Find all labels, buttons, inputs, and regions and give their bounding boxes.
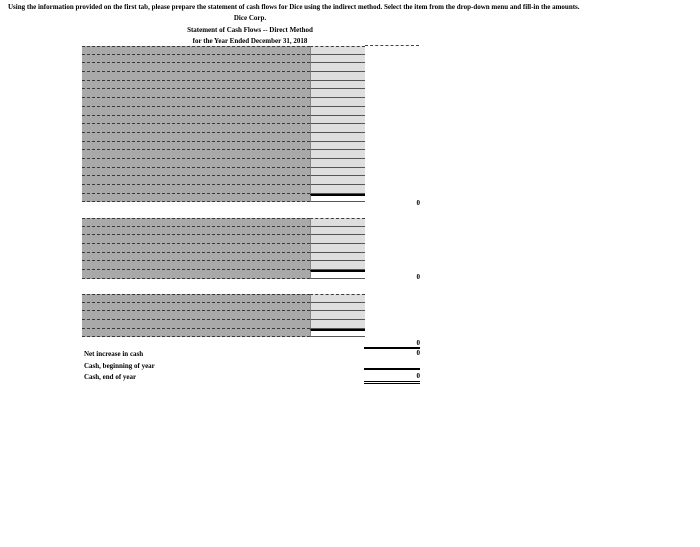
amount-input[interactable] bbox=[310, 227, 365, 236]
subtotal-input[interactable] bbox=[310, 329, 365, 338]
item-dropdown[interactable] bbox=[82, 168, 310, 177]
item-dropdown[interactable] bbox=[82, 303, 310, 312]
amount-input[interactable] bbox=[310, 311, 365, 320]
item-dropdown[interactable] bbox=[82, 311, 310, 320]
financing-total-value: 0 bbox=[416, 339, 420, 347]
item-dropdown[interactable] bbox=[82, 150, 310, 159]
item-dropdown[interactable] bbox=[82, 107, 310, 116]
amount-input[interactable] bbox=[310, 176, 365, 185]
item-dropdown[interactable] bbox=[82, 133, 310, 142]
item-dropdown[interactable] bbox=[82, 159, 310, 168]
form-row bbox=[82, 294, 365, 303]
item-dropdown[interactable] bbox=[82, 253, 310, 262]
investing-total-value: 0 bbox=[416, 273, 420, 281]
statement-period: for the Year Ended December 31, 2018 bbox=[192, 37, 308, 45]
subtotal-input[interactable] bbox=[310, 194, 365, 203]
item-dropdown[interactable] bbox=[82, 185, 310, 194]
item-dropdown[interactable] bbox=[82, 320, 310, 329]
amount-input[interactable] bbox=[310, 244, 365, 253]
amount-input[interactable] bbox=[310, 159, 365, 168]
amount-input[interactable] bbox=[310, 116, 365, 125]
form-row bbox=[82, 46, 365, 55]
item-dropdown[interactable] bbox=[82, 235, 310, 244]
cash-end-top-rule bbox=[364, 368, 420, 370]
amount-input[interactable] bbox=[310, 303, 365, 312]
form-row bbox=[82, 72, 365, 81]
item-dropdown[interactable] bbox=[82, 46, 310, 55]
cash-end-value: 0 bbox=[416, 372, 420, 380]
amount-input[interactable] bbox=[310, 235, 365, 244]
instructions-text: Using the information provided on the first tab, please prepare the statement of cash flows for Dice using the indirect method. Select the item from the drop-down menu and fill-in the amounts. bbox=[8, 3, 580, 11]
item-dropdown[interactable] bbox=[82, 261, 310, 270]
net-increase-label: Net increase in cash bbox=[84, 350, 144, 358]
amount-input[interactable] bbox=[310, 320, 365, 329]
amount-input[interactable] bbox=[310, 150, 365, 159]
net-increase-value: 0 bbox=[416, 349, 420, 357]
amount-input[interactable] bbox=[310, 168, 365, 177]
amount-input[interactable] bbox=[310, 81, 365, 90]
amount-input[interactable] bbox=[310, 107, 365, 116]
double-underline-bottom bbox=[364, 383, 420, 384]
form-row bbox=[82, 194, 365, 203]
form-row bbox=[82, 150, 365, 159]
amount-input[interactable] bbox=[310, 72, 365, 81]
form-row bbox=[82, 320, 365, 329]
amount-input[interactable] bbox=[310, 98, 365, 107]
item-dropdown[interactable] bbox=[82, 63, 310, 72]
cash-end-label: Cash, end of year bbox=[84, 373, 137, 381]
form-row bbox=[82, 81, 365, 90]
item-dropdown[interactable] bbox=[82, 124, 310, 133]
form-row bbox=[82, 168, 365, 177]
item-dropdown[interactable] bbox=[82, 55, 310, 64]
item-dropdown[interactable] bbox=[82, 89, 310, 98]
form-row bbox=[82, 218, 365, 227]
item-dropdown[interactable] bbox=[82, 218, 310, 227]
form-row bbox=[82, 89, 365, 98]
form-row bbox=[82, 159, 365, 168]
amount-input[interactable] bbox=[310, 185, 365, 194]
item-dropdown[interactable] bbox=[82, 142, 310, 151]
item-dropdown[interactable] bbox=[82, 72, 310, 81]
form-row bbox=[82, 185, 365, 194]
amount-input[interactable] bbox=[310, 218, 365, 227]
form-row bbox=[82, 303, 365, 312]
double-underline-top bbox=[364, 381, 420, 382]
form-row bbox=[82, 107, 365, 116]
form-row bbox=[82, 253, 365, 262]
amount-input[interactable] bbox=[310, 46, 365, 55]
form-row bbox=[82, 98, 365, 107]
form-row bbox=[82, 133, 365, 142]
item-dropdown[interactable] bbox=[82, 194, 310, 203]
header-dashed-rule bbox=[365, 45, 419, 46]
cash-beginning-label: Cash, beginning of year bbox=[84, 362, 155, 370]
amount-input[interactable] bbox=[310, 253, 365, 262]
form-row bbox=[82, 176, 365, 185]
form-row bbox=[82, 329, 365, 338]
form-row bbox=[82, 261, 365, 270]
amount-input[interactable] bbox=[310, 133, 365, 142]
amount-input[interactable] bbox=[310, 89, 365, 98]
form-row bbox=[82, 55, 365, 64]
item-dropdown[interactable] bbox=[82, 270, 310, 279]
item-dropdown[interactable] bbox=[82, 98, 310, 107]
subtotal-input[interactable] bbox=[310, 270, 365, 279]
form-row bbox=[82, 270, 365, 279]
form-row bbox=[82, 124, 365, 133]
amount-input[interactable] bbox=[310, 142, 365, 151]
form-row bbox=[82, 244, 365, 253]
item-dropdown[interactable] bbox=[82, 176, 310, 185]
company-name: Dice Corp. bbox=[233, 14, 267, 22]
form-row bbox=[82, 142, 365, 151]
item-dropdown[interactable] bbox=[82, 329, 310, 338]
form-row bbox=[82, 116, 365, 125]
statement-title: Statement of Cash Flows -- Direct Method bbox=[187, 26, 313, 34]
operating-activities-section bbox=[82, 46, 365, 202]
amount-input[interactable] bbox=[310, 261, 365, 270]
form-row bbox=[82, 63, 365, 72]
form-row bbox=[82, 235, 365, 244]
financing-activities-section bbox=[82, 294, 365, 337]
item-dropdown[interactable] bbox=[82, 116, 310, 125]
investing-activities-section bbox=[82, 218, 365, 279]
item-dropdown[interactable] bbox=[82, 294, 310, 303]
amount-input[interactable] bbox=[310, 294, 365, 303]
item-dropdown[interactable] bbox=[82, 227, 310, 236]
amount-input[interactable] bbox=[310, 55, 365, 64]
form-row bbox=[82, 311, 365, 320]
amount-input[interactable] bbox=[310, 63, 365, 72]
operating-total-value: 0 bbox=[416, 199, 420, 207]
amount-input[interactable] bbox=[310, 124, 365, 133]
form-row bbox=[82, 227, 365, 236]
item-dropdown[interactable] bbox=[82, 244, 310, 253]
item-dropdown[interactable] bbox=[82, 81, 310, 90]
